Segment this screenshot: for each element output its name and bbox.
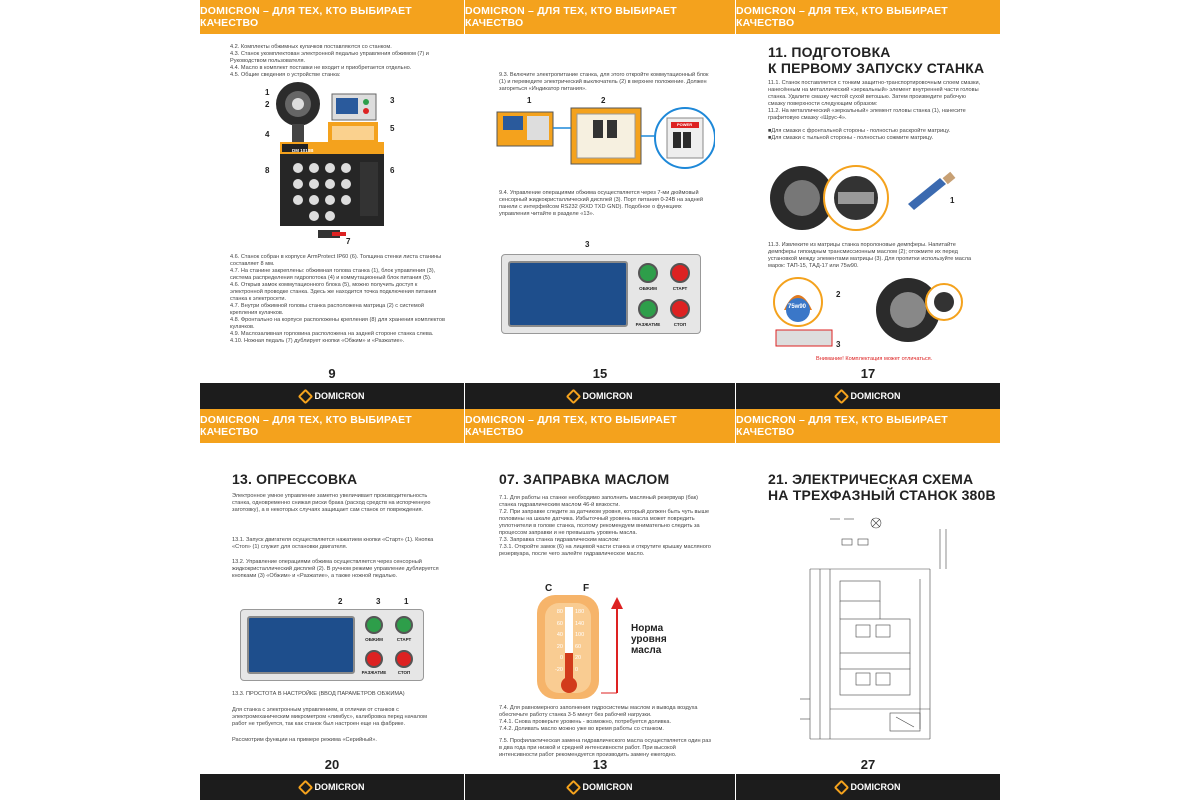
control-panel — [501, 254, 701, 334]
model-label: DM 1010B — [292, 148, 314, 153]
callout-2: 2 — [601, 96, 606, 105]
display-text: 9.4. Управление операциями обжима осуществляется через 7-ми дюймовый сенсорный жидкокристаллический дисплей (3). Порт питания 0-24В на задней панели с интерфейсом RS232 (RXD TXD GND). Подобное о функциях управления читайте в разделе «13». — [499, 190, 703, 217]
brand-logo — [568, 391, 633, 402]
switch-illustration — [495, 106, 715, 186]
norm-line: масла — [631, 645, 662, 656]
callout-7: 7 — [346, 237, 351, 246]
tick-label: 40 — [556, 632, 563, 638]
page-title — [768, 44, 984, 76]
mode-text: Рассмотрим функции на примере режима «Серийный». — [232, 737, 377, 743]
page-15 — [465, 0, 735, 409]
machine-illustration — [270, 80, 394, 245]
tick-label: 20 — [556, 643, 563, 650]
lubrication-illustration — [768, 164, 968, 234]
release-label: РАЗЖАТИЕ — [361, 670, 387, 675]
brand-logo — [836, 391, 901, 402]
page-9 — [200, 0, 464, 409]
text-line: 7.1. Для работы на станке необходимо заполнить масляный резервуар (бак) станка гидравлическим маслом 46-й вязкости. — [499, 495, 699, 508]
release-button[interactable] — [638, 299, 658, 319]
logo-icon — [833, 388, 849, 404]
brand-logo — [300, 782, 365, 793]
page-header: DOMICRON – ДЛЯ ТЕХ, КТО ВЫБИРАЕТ КАЧЕСТВО — [736, 0, 1000, 34]
touch-display[interactable] — [247, 616, 355, 674]
callout-1: 1 — [265, 88, 270, 97]
norm-label — [631, 623, 667, 656]
page-number: 27 — [860, 757, 876, 772]
callout-5: 5 — [390, 124, 395, 133]
stop-button[interactable] — [395, 650, 413, 668]
start-button[interactable] — [395, 616, 413, 634]
stop-label: СТОП — [397, 670, 411, 675]
logo-icon — [565, 779, 581, 795]
oil-illustration — [768, 274, 968, 354]
page-header: DOMICRON – ДЛЯ ТЕХ, КТО ВЫБИРАЕТ КАЧЕСТВО — [465, 409, 735, 443]
callout-1: 1 — [950, 196, 955, 205]
callout-3: 3 — [390, 96, 395, 105]
page-header: DOMICRON – ДЛЯ ТЕХ, КТО ВЫБИРАЕТ КАЧЕСТВО — [200, 0, 464, 34]
crimp-label: ОБЖИМ — [639, 286, 657, 291]
control-panel — [240, 609, 424, 681]
callout-6: 6 — [390, 166, 395, 175]
tick-label: 0 — [575, 666, 579, 673]
damper-text: 11.3. Извлеките из матрицы станка поролоновые демпферы. Напитайте демпферы гипоидным трансмиссионным маслом (2); отожмите их перед установкой между элементами матрицы (3). Для пропитки используйте масла марок: ТАП-15, ТАД-17 или 75w90. — [768, 242, 972, 269]
page-number: 17 — [860, 366, 876, 381]
text-line: 7.2. При заправке следите за датчиком уровня, который должен быть чуть выше половины на шкале датчика. Избыточный уровень масла может повредить уплотнители в голове станка, поэтому рекомендуем внимательно следить за процессом заправки и не превышать уровень масла. — [499, 509, 710, 536]
page-footer — [736, 774, 1000, 800]
start-label: СТАРТ — [396, 637, 412, 642]
text-line: 7.5. Профилактическая замена гидравлического масла осуществляется один раз в два года при низкой и средней интенсивности работ. При высокой интенсивности работ рекомендуется производить замену ежегодно. — [499, 738, 711, 758]
title-line: 11. ПОДГОТОВКА — [768, 44, 891, 60]
logo-icon — [565, 388, 581, 404]
brand-logo — [300, 391, 365, 402]
brand-name: DOMICRON — [314, 782, 365, 792]
tick-label: 0 — [559, 655, 563, 661]
brand-logo — [568, 782, 633, 793]
fahrenheit-label: F — [583, 583, 590, 594]
subheading: 13.3. ПРОСТОТА В НАСТРОЙКЕ (ВВОД ПАРАМЕТРОВ ОБЖИМА) — [232, 691, 405, 697]
fill-text — [499, 495, 711, 558]
intro-text — [230, 44, 450, 79]
text-line: 7.4.2. Доливать масло можно уже во время работы со станком. — [499, 726, 664, 732]
page-header: DOMICRON – ДЛЯ ТЕХ, КТО ВЫБИРАЕТ КАЧЕСТВО — [200, 409, 464, 443]
fahrenheit-ticks — [575, 607, 593, 676]
text-line: 11.1. Станок поставляется с тонким защитно-транспортировочным слоем смазки, нанесённым на металлический «зеркальный» элемент внутренней части головы станка. Удалите смазку чистой сухой ветошью. Затем произведите рабочую смазку поверхности следующим образом: — [768, 80, 981, 107]
crimp-label: ОБЖИМ — [365, 637, 383, 642]
electrical-schematic — [780, 509, 960, 759]
norm-line: уровня — [631, 634, 667, 645]
tick-label: 140 — [575, 620, 585, 627]
prep-text — [768, 80, 983, 142]
page-20 — [200, 409, 464, 800]
page-17 — [736, 0, 1000, 409]
release-button[interactable] — [365, 650, 383, 668]
crimp-text: 13.2. Управление операциями обжима осуществляется через сенсорный жидкокристаллический дисплей (2). В ручном режиме управление дублируется кнопками (3) «Обжим» и «Разжатие», а также ножной педалью. — [232, 559, 439, 579]
brand-name: DOMICRON — [314, 391, 365, 401]
callout-2: 2 — [338, 597, 343, 606]
stop-label: СТОП — [673, 322, 687, 327]
logo-icon — [297, 388, 313, 404]
tick-label: 180 — [575, 609, 585, 615]
celsius-ticks — [547, 607, 563, 676]
crimp-button[interactable] — [365, 616, 383, 634]
page-number: 13 — [592, 757, 608, 772]
callout-3: 3 — [836, 340, 841, 349]
callout-4: 4 — [265, 130, 270, 139]
oil-label: 75w90 — [788, 304, 807, 310]
logo-icon — [833, 779, 849, 795]
brand-name: DOMICRON — [582, 782, 633, 792]
page-footer — [736, 383, 1000, 409]
tick-label: 20 — [575, 655, 582, 661]
tick-label: -20 — [555, 666, 563, 673]
stop-button[interactable] — [670, 299, 690, 319]
text-line: 4.7. На станине закреплены: обжимная голова станка (1), блок управления (3), система распределения гидропотока (4) и коммутационный блок питания (5). — [230, 268, 436, 281]
page-number: 9 — [328, 366, 336, 381]
crimp-button[interactable] — [638, 263, 658, 283]
page-number: 15 — [592, 366, 608, 381]
text-line: 11.2. На металлический «зеркальный» элемент головы станка (1), нанесите графитовую смазку «Шрус-4». — [768, 108, 966, 121]
tick-label: 60 — [556, 620, 563, 627]
norm-line: Норма — [631, 623, 664, 634]
callout-8: 8 — [265, 166, 270, 175]
brand-name: DOMICRON — [850, 782, 901, 792]
callout-2: 2 — [265, 100, 270, 109]
text-line: 4.10. Ножная педаль (7) дублирует кнопки «Обжим» и «Разжатие». — [230, 338, 405, 344]
intro-text: Электронное умное управление заметно увеличивает производительность станка, одновременно снижая риски брака (расход средств на испорченную заготовку), а в некоторых случаях защищает сам станок от повреждения. — [232, 493, 431, 513]
bullet-line: ■Для смазки с фронтальной стороны - полностью раскройте матрицу. — [768, 128, 951, 134]
page-footer — [465, 774, 735, 800]
page-footer — [200, 774, 464, 800]
text-line: 7.3.1. Откройте замок (6) на лицевой части станка и открутите крышку масляного резервуара, после чего залейте гидравлическое масло. — [499, 544, 711, 557]
tick-label: 100 — [575, 632, 585, 638]
text-line: 4.8. Фронтально на корпусе расположены крепления (8) для хранения комплектов кулачков. — [230, 317, 445, 330]
page-number: 20 — [324, 757, 340, 772]
page-title: 07. ЗАПРАВКА МАСЛОМ — [499, 471, 670, 487]
page-header: DOMICRON – ДЛЯ ТЕХ, КТО ВЫБИРАЕТ КАЧЕСТВО — [736, 409, 1000, 443]
callout-1: 1 — [527, 96, 532, 105]
bullet-line: ■Для смазки с тыльной стороны - полностью сожмите матрицу. — [768, 135, 934, 141]
start-label: СТАРТ — [672, 286, 688, 291]
text-line: 4.6. Станок собран в корпусе ArmProtect IP60 (6). Толщина стенки листа станины составляет 8 мм. — [230, 254, 442, 267]
text-line: 4.4. Масло в комплект поставки не входит и приобретается отдельно. — [230, 65, 412, 71]
release-label: РАЗЖАТИЕ — [635, 322, 661, 327]
tick-label: 80 — [556, 609, 563, 615]
brand-logo — [836, 782, 901, 793]
title-line: НА ТРЕХФАЗНЫЙ СТАНОК 380В — [768, 487, 996, 503]
description-text — [230, 254, 450, 345]
text-line: 4.5. Общие сведения о устройстве станка: — [230, 72, 341, 78]
callout-1: 1 — [404, 597, 409, 606]
title-line: 21. ЭЛЕКТРИЧЕСКАЯ СХЕМА — [768, 471, 974, 487]
brand-name: DOMICRON — [850, 391, 901, 401]
page-footer — [465, 383, 735, 409]
power-text: 9.3. Включите электропитание станка, для этого откройте коммутационный блок (1) и переведите электрический выключатель (2) в верхнее положение. Должен загореться «Индикатор питания». — [499, 72, 709, 92]
page-footer — [200, 383, 464, 409]
page-title: 13. ОПРЕССОВКА — [232, 471, 358, 487]
tick-label: 60 — [575, 643, 582, 650]
power-label: POWER — [677, 122, 693, 127]
callout-3: 3 — [376, 597, 381, 606]
brand-name: DOMICRON — [582, 391, 633, 401]
text-line: 4.6. Открыв замок коммутационного блока (5), можно получить доступ к электронной проводке станка. Здесь же находится точка подключения питания станка к электросети. — [230, 282, 437, 302]
start-text: 13.1. Запуск двигателя осуществляется нажатием кнопки «Старт» (1). Кнопка «Стоп» (1) служит для остановки двигателя. — [232, 537, 434, 550]
text-line: 4.9. Маслозаливная горловина расположена на задней стороне станка слева. — [230, 331, 434, 337]
page-title — [768, 471, 996, 503]
text-line: 7.3. Заправка станка гидравлическим маслом: — [499, 537, 620, 543]
callout-2: 2 — [836, 290, 841, 299]
celsius-label: C — [545, 583, 553, 594]
logo-icon — [297, 779, 313, 795]
touch-display[interactable] — [508, 261, 628, 327]
calibration-text: Для станка с электронным управлением, в отличии от станков с электромеханическим микрометром «лимбус», калибровка перед началом работ не требуется, так как станок был настроен еще на фабрике. — [232, 707, 427, 727]
text-line: 4.7. Внутри обжимной головы станка расположена матрица (2) с системой крепления кулачков. — [230, 303, 424, 316]
text-line: 4.2. Комплекты обжимных кулачков поставляются со станком. — [230, 44, 392, 50]
page-13 — [465, 409, 735, 800]
text-line: 7.4.1. Снова проверьте уровень - возможно, потребуется доливка. — [499, 719, 672, 725]
callout-3: 3 — [585, 240, 590, 249]
page-27 — [736, 409, 1000, 800]
start-button[interactable] — [670, 263, 690, 283]
title-line: К ПЕРВОМУ ЗАПУСКУ СТАНКА — [768, 60, 985, 76]
text-line: 4.3. Станок укомплектован электронной педалью управления обжимом (7) и Руководством пользователя. — [230, 51, 429, 64]
page-header: DOMICRON – ДЛЯ ТЕХ, КТО ВЫБИРАЕТ КАЧЕСТВО — [465, 0, 735, 34]
text-line: 7.4. Для равномерного заполнения гидросистемы маслом и вывода воздуха обеспечьте работу станка 3-5 минут без рабочей нагрузки. — [499, 705, 698, 718]
warning-note: Внимание! Комплектация может отличаться. — [816, 356, 933, 362]
machine-drawing — [270, 80, 394, 245]
circulation-text — [499, 705, 711, 759]
